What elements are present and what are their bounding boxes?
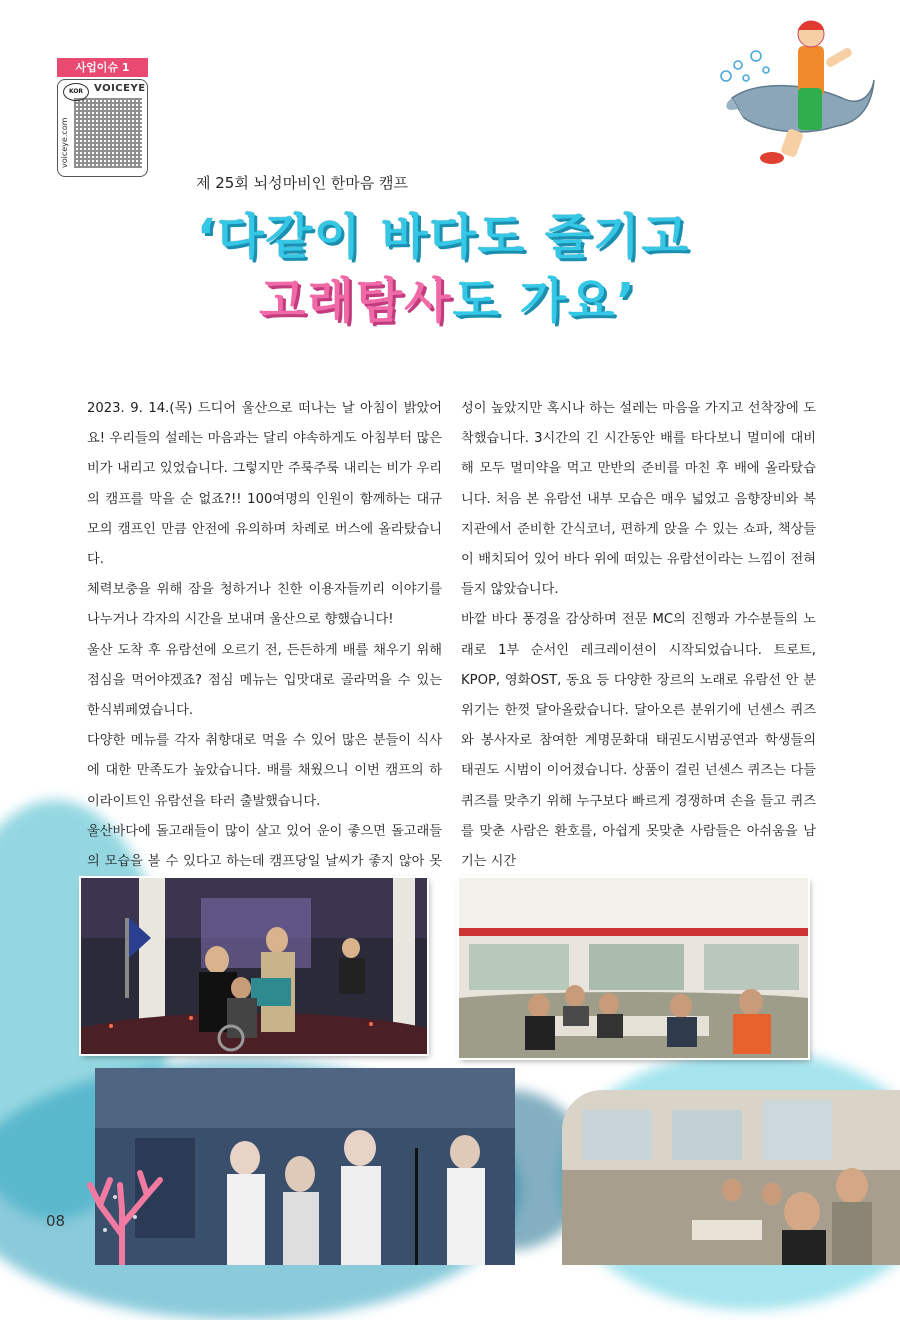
paragraph: 체력보충을 위해 잠을 청하거나 친한 이용자들끼리 이야기를 나누거나 각자의 시간을 보내며 울산으로 향했습니다!: [87, 582, 442, 628]
title-rest: 도 가요’: [452, 273, 637, 329]
paragraph: 2023. 9. 14.(목) 드디어 울산으로 떠나는 날 아침이 밝았어요! 우리들의 설레는 마음과는 달리 야속하게도 아침부터 많은 비가 내리고 있었습니다. 그렇지만 주룩주룩 내리는 비가 우리의 캠프를 막을 순 없죠?!! 100여명의 인원이 함께하는 대규모의 캠프인 만큼 안전에 유의하며 차례로 버스에 올라탔습니다.: [87, 401, 442, 568]
voiceye-code[interactable]: [57, 79, 148, 177]
voiceye-url: voiceye.com: [60, 117, 69, 168]
photo-award-ceremony: [81, 878, 427, 1054]
boy-riding-dolphin-illustration: [712, 18, 877, 168]
article-column-right: [461, 394, 816, 877]
kor-mark: KOR: [63, 83, 89, 101]
article-column-left: [87, 394, 442, 907]
article-kicker: 제 25회 뇌성마비인 한마음 캠프: [196, 174, 409, 192]
article-title-line2: [259, 262, 637, 331]
section-badge: 사업이슈 1: [57, 58, 148, 77]
photo-boat-passengers: [562, 1090, 900, 1265]
title-highlight: 고래탐사: [259, 273, 453, 329]
paragraph: 다양한 메뉴를 각자 취향대로 먹을 수 있어 많은 분들이 식사에 대한 만족도가 높았습니다. 배를 채웠으니 이번 캠프의 하이라이트인 유람선을 타러 출발했습니다.: [87, 733, 442, 809]
bubble-icons: [721, 51, 769, 81]
paragraph: 울산 도착 후 유람선에 오르기 전, 든든하게 배를 채우기 위해 점심을 먹어야겠죠? 점심 메뉴는 입맛대로 골라먹을 수 있는 한식뷔페였습니다.: [87, 642, 442, 719]
voiceye-pattern: [74, 98, 142, 168]
article-title-line1: ‘다같이 바다도 즐기고: [197, 209, 690, 265]
paragraph: 성이 높았지만 혹시나 하는 설레는 마음을 가지고 선착장에 도착했습니다. 3시간의 긴 시간동안 배를 타다보니 멀미에 대비해 모두 멀미약을 먹고 만반의 준비를 마친 후 배에 올라탔습니다. 처음 본 유람선 내부 모습은 매우 넓었고 음향장비와 복지관에서 준비한 간식코너, 편하게 앉을 수 있는 쇼파, 책상들이 배치되어 있어 바다 위에 떠있는 유람선이라는 느낌이 전혀 들지 않았습니다.: [461, 401, 816, 598]
photo-cruise-cabin: [459, 878, 808, 1058]
coral-illustration: [75, 1155, 170, 1265]
paragraph: 바깥 바다 풍경을 감상하며 전문 MC의 진행과 가수분들의 노래로 1부 순서인 레크레이션이 시작되었습니다. 트로트, KPOP, 영화OST, 동요 등 다양한 장르의 노래로 유람선 안 분위기는 한껏 달아올랐습니다. 달아오른 분위기에 넌센스 퀴즈와 봉사자로 참여한 계명문화대 태권도시범공연과 학생들의 태권도 시범이 이어졌습니다. 상품이 걸린 넌센스 퀴즈는 다들 퀴즈를 맞추기 위해 누구보다 빠르게 경쟁하며 손을 들고 퀴즈를 맞춘 사람은 환호를, 아쉽게 못맞춘 사람들은 아쉬움을 남기는 시간: [461, 612, 816, 870]
paragraph: 울산바다에 돌고래들이 많이 살고 있어 운이 좋으면 돌고래들의 모습을 볼 수 있다고 하는데 캠프당일 날씨가 좋지 않아 못: [87, 823, 442, 870]
voiceye-logo: VOICEYE: [94, 83, 146, 94]
page-number: 08: [46, 1212, 66, 1230]
